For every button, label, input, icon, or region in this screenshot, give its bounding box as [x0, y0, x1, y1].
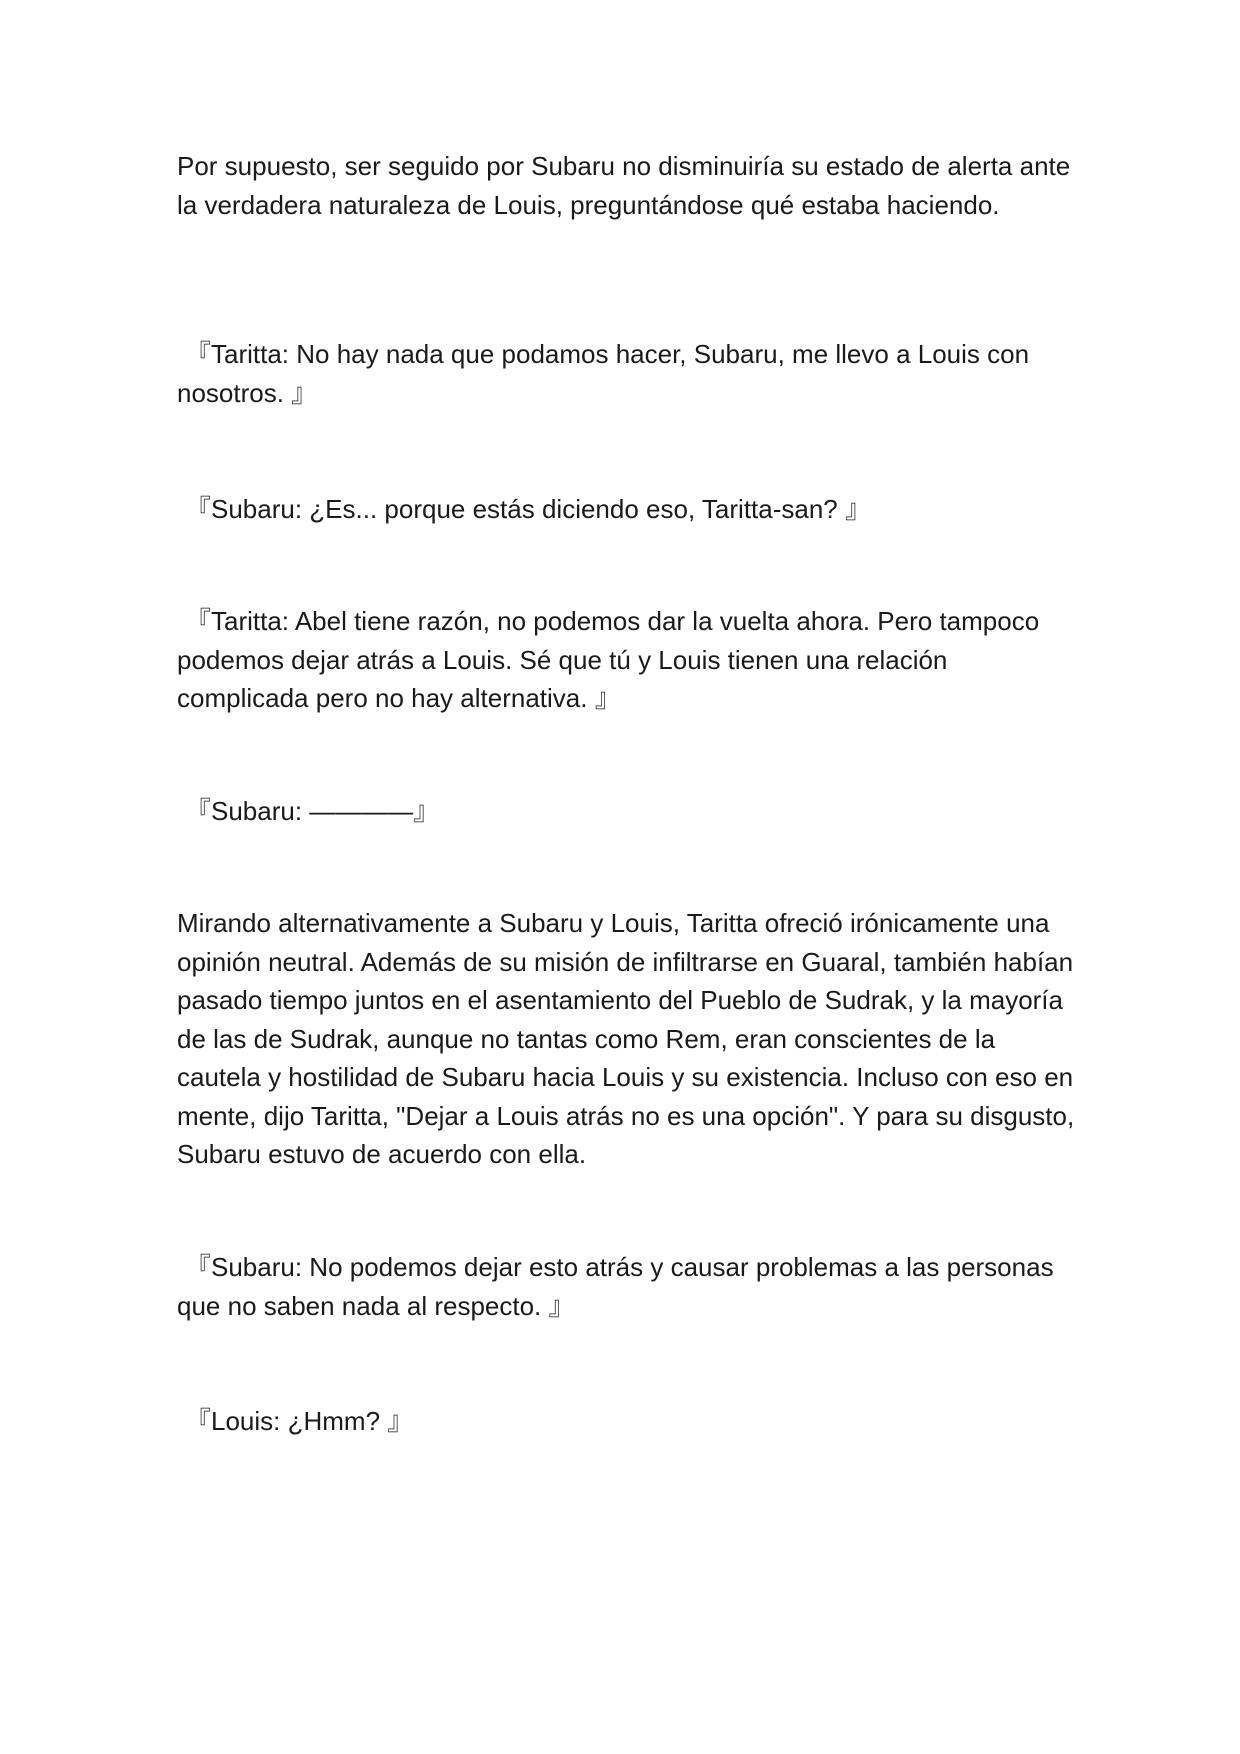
paragraph-narration-2: Mirando alternativamente a Subaru y Louis, Taritta ofreció irónicamente una opinión neutral. Además de su misión de infiltrarse en Guaral, también habían pasado tiempo juntos en el asentamiento del Pueblo de Sudrak, y la mayoría de las de Sudrak, aunque no tantas como Rem, eran conscientes de la cautela y hostilidad de Subaru hacia Louis y su existencia. Incluso con eso en mente, dijo Taritta, "Dejar a Louis atrás no es una opción". Y para su disgusto, Subaru estuvo de acuerdo con ella.: [177, 908, 1075, 1169]
dialogue-taritta-2: 『Taritta: Abel tiene razón, no podemos dar la vuelta ahora. Pero tampoco podemos dejar atrás a Louis. Sé que tú y Louis tienen una relación complicada pero no hay alternativa. 』: [177, 606, 1040, 713]
dialogue-subaru-3: 『Subaru: No podemos dejar esto atrás y causar problemas a las personas que no saben nada al respecto. 』: [177, 1252, 1054, 1321]
dialogue-louis-1: 『Louis: ¿Hmm? 』: [185, 1406, 414, 1436]
dialogue-subaru-2: 『Subaru: ————』: [185, 796, 440, 826]
dialogue-subaru-1: 『Subaru: ¿Es... porque estás diciendo eso, Taritta-san? 』: [185, 494, 871, 524]
dialogue-taritta-1: 『Taritta: No hay nada que podamos hacer, Subaru, me llevo a Louis con nosotros. 』: [177, 339, 1030, 408]
paragraph-narration-1: Por supuesto, ser seguido por Subaru no disminuiría su estado de alerta ante la verdadera naturaleza de Louis, preguntándose qué estaba haciendo.: [177, 151, 1071, 220]
